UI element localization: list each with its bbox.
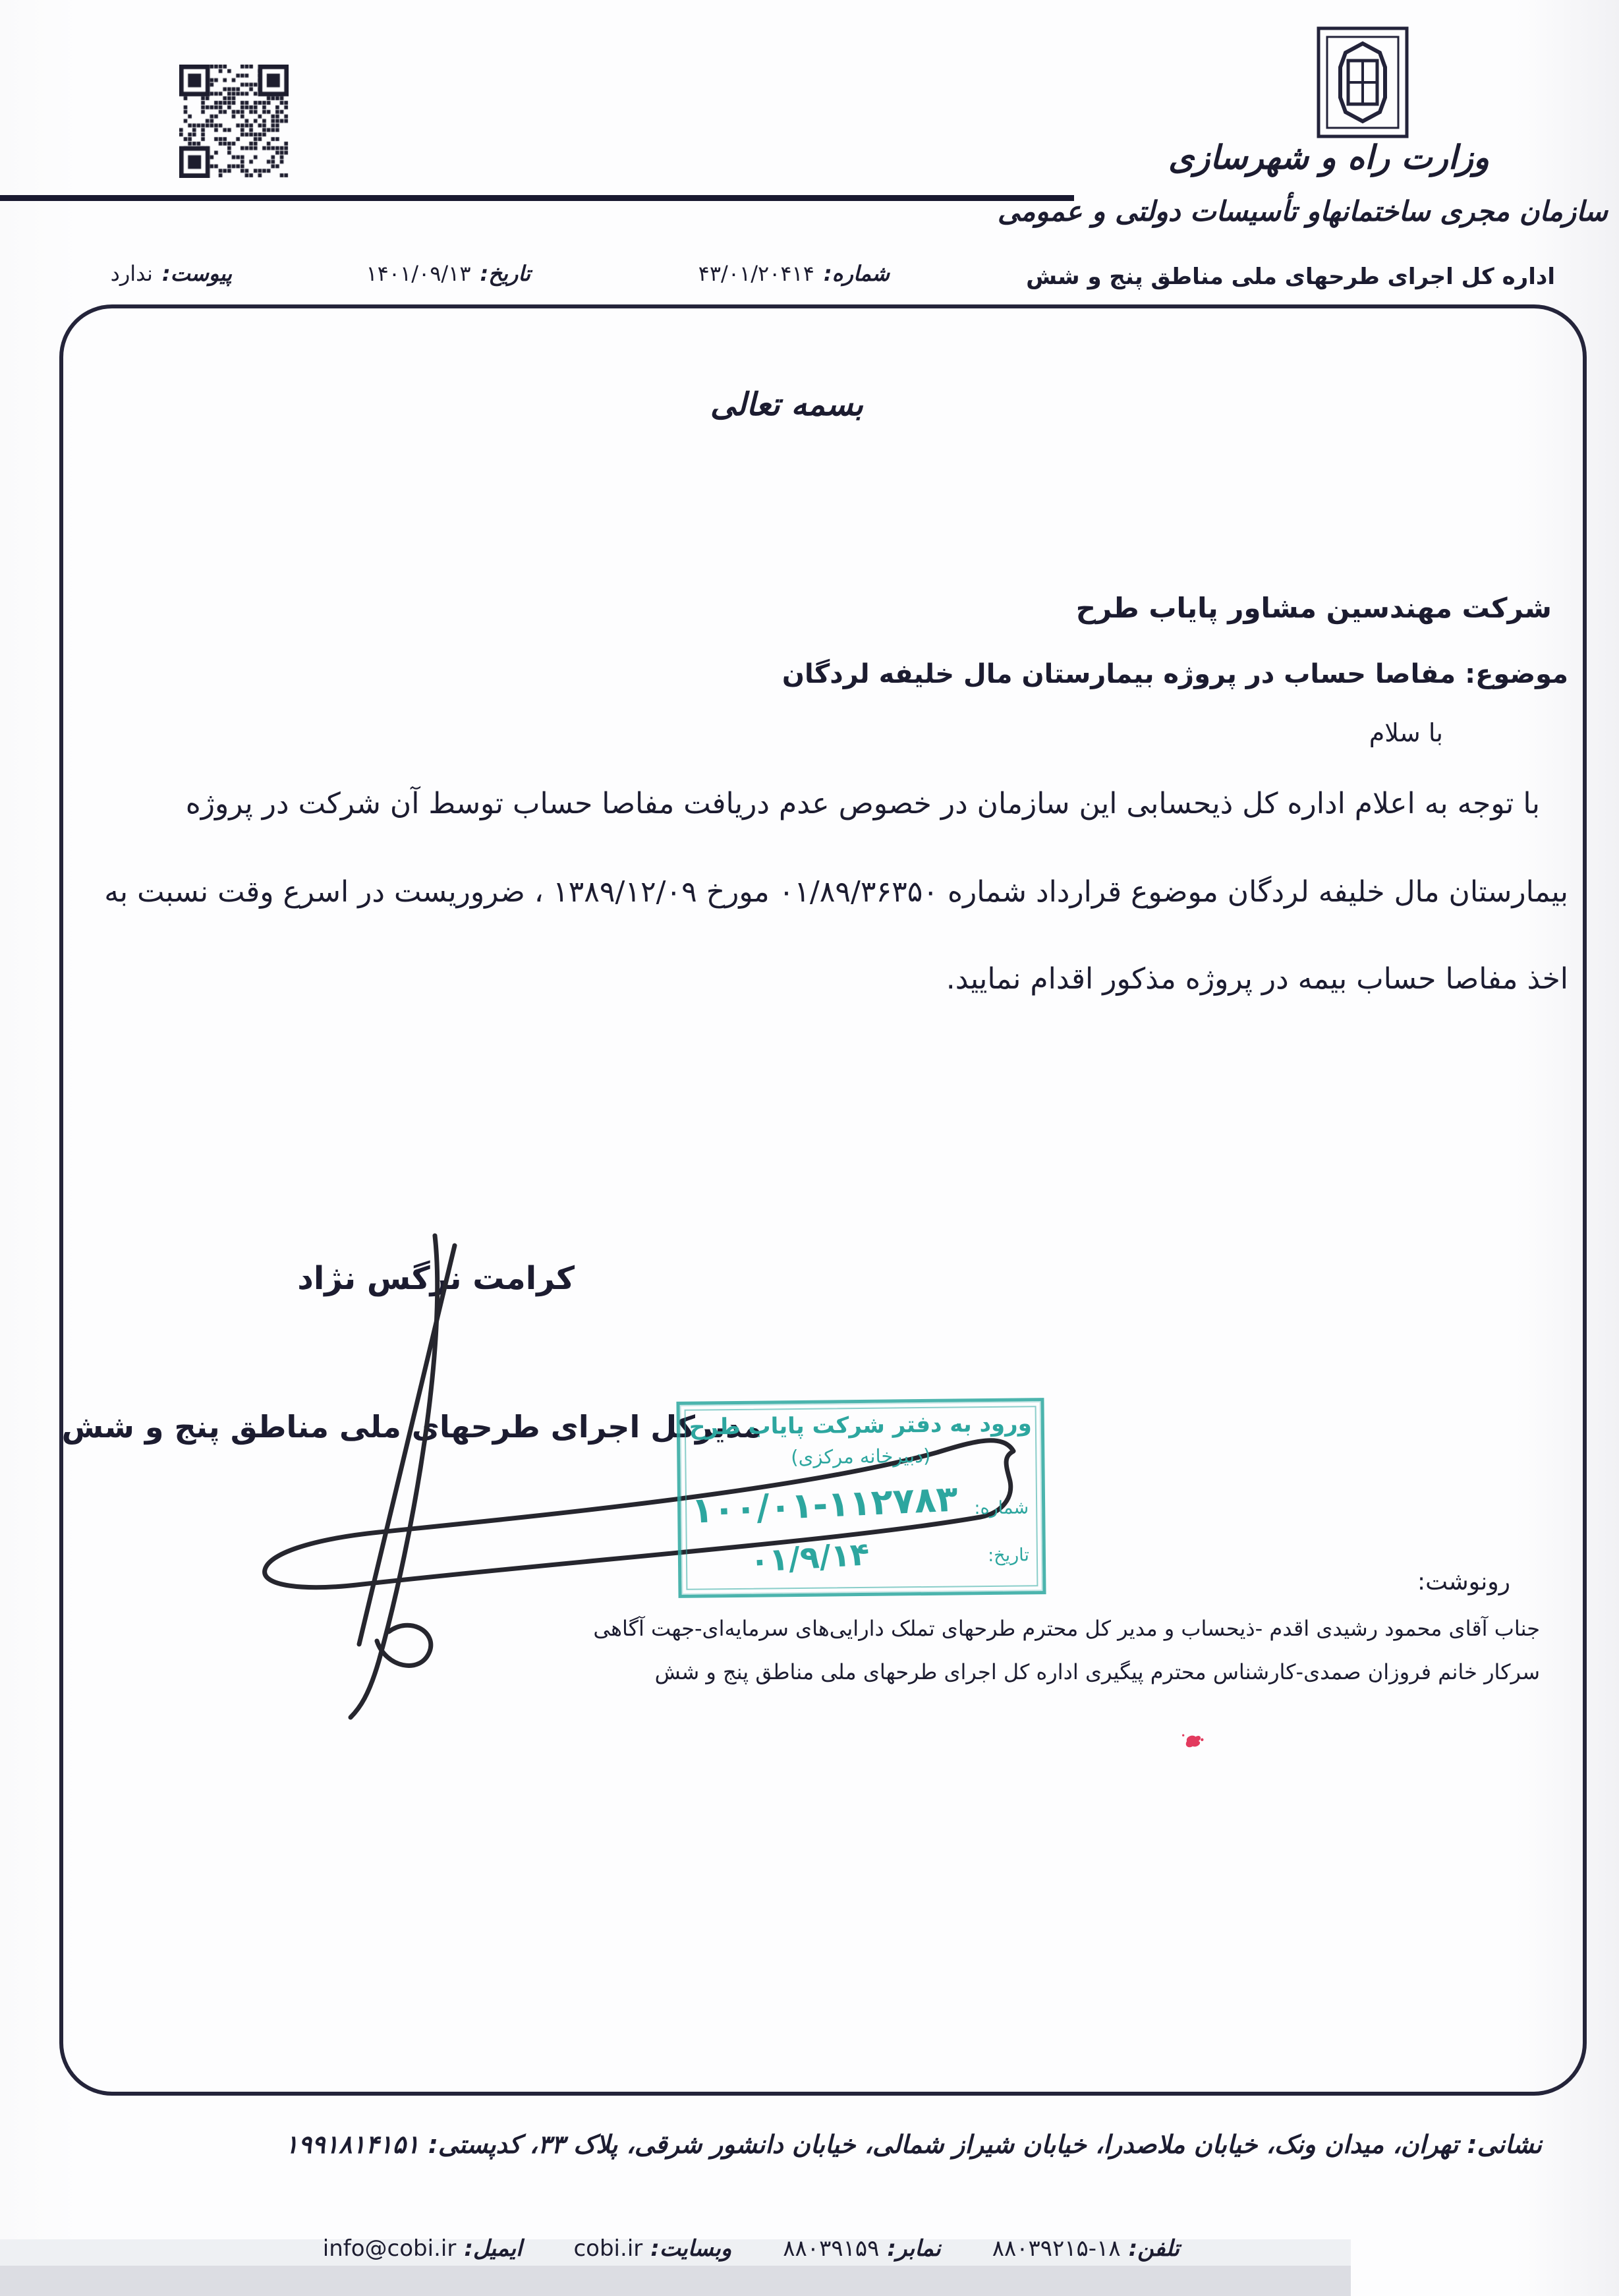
subject-text: مفاصا حساب در پروژه بیمارستان مال خلیفه لردگان (781, 659, 1456, 689)
footer-phone (992, 2235, 1179, 2262)
letter-border-frame (59, 304, 1587, 2096)
letter-number-value: ۴۳/۰۱/۲۰۴۱۴ (698, 261, 814, 286)
cc-line-1: جناب آقای محمود رشیدی اقدم -ذیحساب و مدیر کل محترم طرحهای تملک دارایی‌های سرمایه‌ای-جهت آگاهی (593, 1616, 1540, 1641)
footer-address: نشانی: تهران، میدان ونک، خیابان ملاصدرا، خیابان شیراز شمالی، خیابان دانشور شرقی، پلاک ۳۳، کدپستی: ۱۹۹۱۸۱۴۱۵۱ (285, 2130, 1542, 2159)
email-label: ایمیل: (464, 2235, 523, 2262)
fax-value: ۸۸۰۳۹۱۵۹ (783, 2235, 880, 2262)
cc-title: رونوشت: (1417, 1568, 1510, 1595)
entry-stamp (676, 1398, 1046, 1598)
body-line-1: با توجه به اعلام اداره کل ذیحسابی این سازمان در خصوص عدم دریافت مفاصا حساب توسط آن شرکت در پروژه (185, 787, 1540, 820)
footer-contacts (323, 2235, 1179, 2262)
letter-attachment-value: ندارد (110, 261, 153, 286)
letter-date-value: ۱۴۰۱/۰۹/۱۳ (366, 261, 471, 286)
web-label: وبسایت: (650, 2235, 732, 2262)
subject-label: موضوع: (1465, 659, 1568, 689)
qr-code (179, 65, 289, 178)
footer-email (323, 2235, 523, 2262)
phone-label: تلفن: (1128, 2235, 1179, 2262)
footer-web (573, 2235, 731, 2262)
phone-value: ۱۸-۸۸۰۳۹۲۱۵ (992, 2235, 1121, 2262)
footer-fax (783, 2235, 940, 2262)
stamp-date-value: ۰۱/۹/۱۴ (749, 1535, 871, 1580)
email-value: info@cobi.ir (322, 2235, 457, 2262)
body-line-3: اخذ مفاصا حساب بیمه در پروژه مذکور اقدام نمایید. (946, 962, 1568, 996)
recipient-line: شرکت مهندسین مشاور پایاب طرح (1075, 592, 1552, 624)
letter-date-label: تاریخ: (480, 261, 530, 286)
fax-label: نمابر: (887, 2235, 941, 2262)
web-value: cobi.ir (573, 2235, 643, 2262)
body-line-2: بیمارستان مال خلیفه لردگان موضوع قرارداد شماره ۰۱/۸۹/۳۶۳۵۰ مورخ ۱۳۸۹/۱۲/۰۹ ، ضروریست در اسرع وقت نسبت به (104, 875, 1568, 909)
salutation: با سلام (1369, 718, 1443, 747)
header-divider (0, 195, 1074, 201)
stamp-number-value: ۱۰۰/۰۱-۱۱۲۷۸۳ (690, 1478, 959, 1532)
ministry-emblem-icon (1317, 26, 1409, 138)
ministry-title: وزارت راه و شهرسازی (1168, 138, 1489, 177)
letter-attachment-label: پیوست: (161, 261, 232, 286)
stamp-date-label: تاریخ: (987, 1545, 1030, 1566)
field-letter-attachment (111, 261, 232, 286)
signer-title: مدیرکل اجرای طرحهای ملی مناطق پنج و شش (61, 1409, 762, 1445)
cc-line-2: سرکار خانم فروزان صمدی-کارشناس محترم پیگیری اداره کل اجرای طرحهای ملی مناطق پنج و شش (654, 1659, 1540, 1684)
scan-edge-band (0, 2266, 1351, 2296)
stamp-number-label: شماره: (974, 1497, 1029, 1519)
field-letter-number (698, 261, 890, 286)
letter-number-label: شماره: (823, 261, 890, 286)
subject-line (782, 659, 1568, 689)
organization-title: سازمان مجری ساختمانهاو تأسیسات دولتی و عمومی (997, 195, 1608, 227)
stamp-subtitle: (دبیرخانه مرکزی) (791, 1444, 931, 1469)
besmeleh-calligraphy: بسمه تعالی (710, 386, 863, 423)
red-ink-mark (1178, 1727, 1207, 1756)
stamp-title: ورود به دفتر شرکت پایاب طرح (689, 1410, 1032, 1441)
department-title: اداره کل اجرای طرحهای ملی مناطق پنج و شش (1026, 264, 1555, 290)
field-letter-date (366, 261, 530, 286)
signer-name: کرامت نرگس نژاد (297, 1260, 575, 1297)
